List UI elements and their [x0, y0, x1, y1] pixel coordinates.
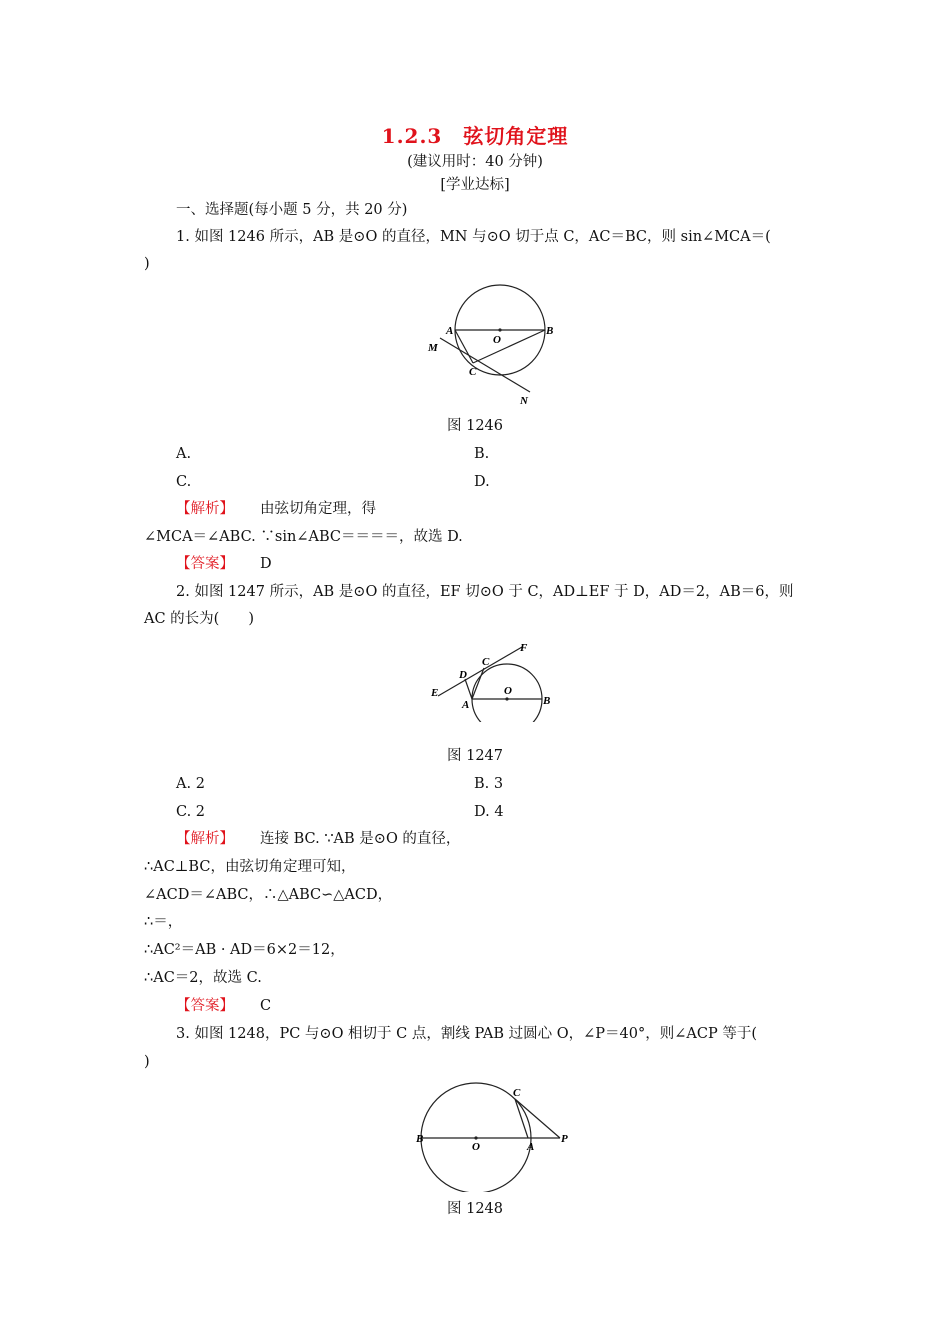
q2-option-c: C. 2	[176, 804, 206, 820]
figure-1246	[410, 280, 570, 410]
fig1247-label-c: C	[482, 656, 490, 668]
fig1247-label-d: D	[459, 669, 467, 681]
q2-option-b: B. 3	[474, 776, 504, 792]
fig1246-label-a: A	[446, 325, 454, 337]
q3-caption: 图 1248	[446, 1201, 503, 1217]
q2-analysis-line1: 连接 BC. ∵AB 是⊙O 的直径，	[260, 831, 461, 847]
section-heading: 一、选择题(每小题 5 分，共 20 分)	[176, 202, 408, 218]
q1-analysis-line2: ∠MCA＝∠ABC. ∵sin∠ABC＝＝＝＝，故选 D.	[144, 529, 463, 545]
fig1246-center-dot	[498, 328, 501, 331]
q1-stem-line1: 1. 如图 1246 所示，AB 是⊙O 的直径，MN 与⊙O 切于点 C，AC＝BC，则 sin∠MCA＝(	[176, 229, 771, 245]
fig1248-label-b: B	[416, 1133, 424, 1145]
fig1248-center-dot	[474, 1136, 477, 1139]
q2-analysis-tag: 【解析】	[176, 831, 234, 847]
page-title: 1.2.3 弦切角定理	[381, 124, 569, 148]
q2-option-d: D. 4	[474, 804, 504, 820]
fig1248-label-o: O	[472, 1141, 480, 1153]
q1-analysis-tag: 【解析】	[176, 501, 234, 517]
fig1248-label-c: C	[513, 1087, 521, 1099]
fig1246-chord-bc	[473, 330, 545, 363]
q2-option-a: A. 2	[176, 776, 205, 792]
fig1247-label-f: F	[520, 642, 528, 654]
fig1246-label-b: B	[546, 325, 554, 337]
q3-stem-line2: )	[144, 1054, 150, 1070]
figure-1247	[420, 636, 570, 722]
q2-answer-tag: 【答案】	[176, 998, 234, 1014]
q2-analysis-line3: ∠ACD＝∠ABC，∴△ABC∽△ACD，	[144, 887, 393, 903]
q1-option-c: C.	[176, 474, 192, 490]
fig1246-label-m: M	[428, 342, 438, 354]
level-tag: [学业达标]	[440, 177, 510, 193]
q2-analysis-line6: ∴AC＝2，故选 C.	[144, 970, 262, 986]
fig1246-label-n: N	[520, 395, 528, 407]
fig1247-segment-ad	[465, 679, 472, 699]
q2-analysis-line4: ∴＝，	[144, 914, 183, 930]
q1-caption: 图 1246	[446, 418, 503, 434]
fig1248-label-a: A	[527, 1141, 535, 1153]
q1-analysis-line1: 由弦切角定理，得	[260, 501, 376, 517]
q2-analysis-line2: ∴AC⊥BC，由弦切角定理可知，	[144, 859, 356, 875]
fig1246-label-o: O	[493, 334, 501, 346]
fig1247-label-e: E	[431, 687, 439, 699]
q2-caption: 图 1247	[446, 748, 503, 764]
fig1247-label-b: B	[543, 695, 551, 707]
fig1246-tangent-mn	[440, 338, 530, 392]
q1-option-d: D.	[474, 474, 490, 490]
q1-stem-line2: )	[144, 256, 150, 272]
q1-answer-tag: 【答案】	[176, 556, 234, 572]
q1-option-a: A.	[176, 446, 192, 462]
fig1247-label-a: A	[462, 699, 470, 711]
fig1246-label-c: C	[469, 366, 477, 378]
q2-stem-line1: 2. 如图 1247 所示，AB 是⊙O 的直径，EF 切⊙O 于 C，AD⊥EF 于 D，AD＝2，AB＝6，则	[176, 584, 794, 600]
q2-analysis-line5: ∴AC²＝AB · AD＝6×2＝12，	[144, 942, 345, 958]
q2-answer: C	[260, 998, 272, 1014]
q1-answer: D	[260, 556, 272, 572]
time-hint: (建议用时：40 分钟)	[407, 154, 543, 170]
figure-1248	[410, 1080, 580, 1192]
fig1247-center-dot	[505, 697, 508, 700]
q2-stem-line2: AC 的长为( )	[144, 611, 254, 627]
fig1248-label-p: P	[561, 1133, 568, 1145]
q3-stem-line1: 3. 如图 1248，PC 与⊙O 相切于 C 点，割线 PAB 过圆心 O，∠P＝40°，则∠ACP 等于(	[176, 1026, 757, 1042]
fig1247-label-o: O	[504, 685, 512, 697]
q1-option-b: B.	[474, 446, 490, 462]
